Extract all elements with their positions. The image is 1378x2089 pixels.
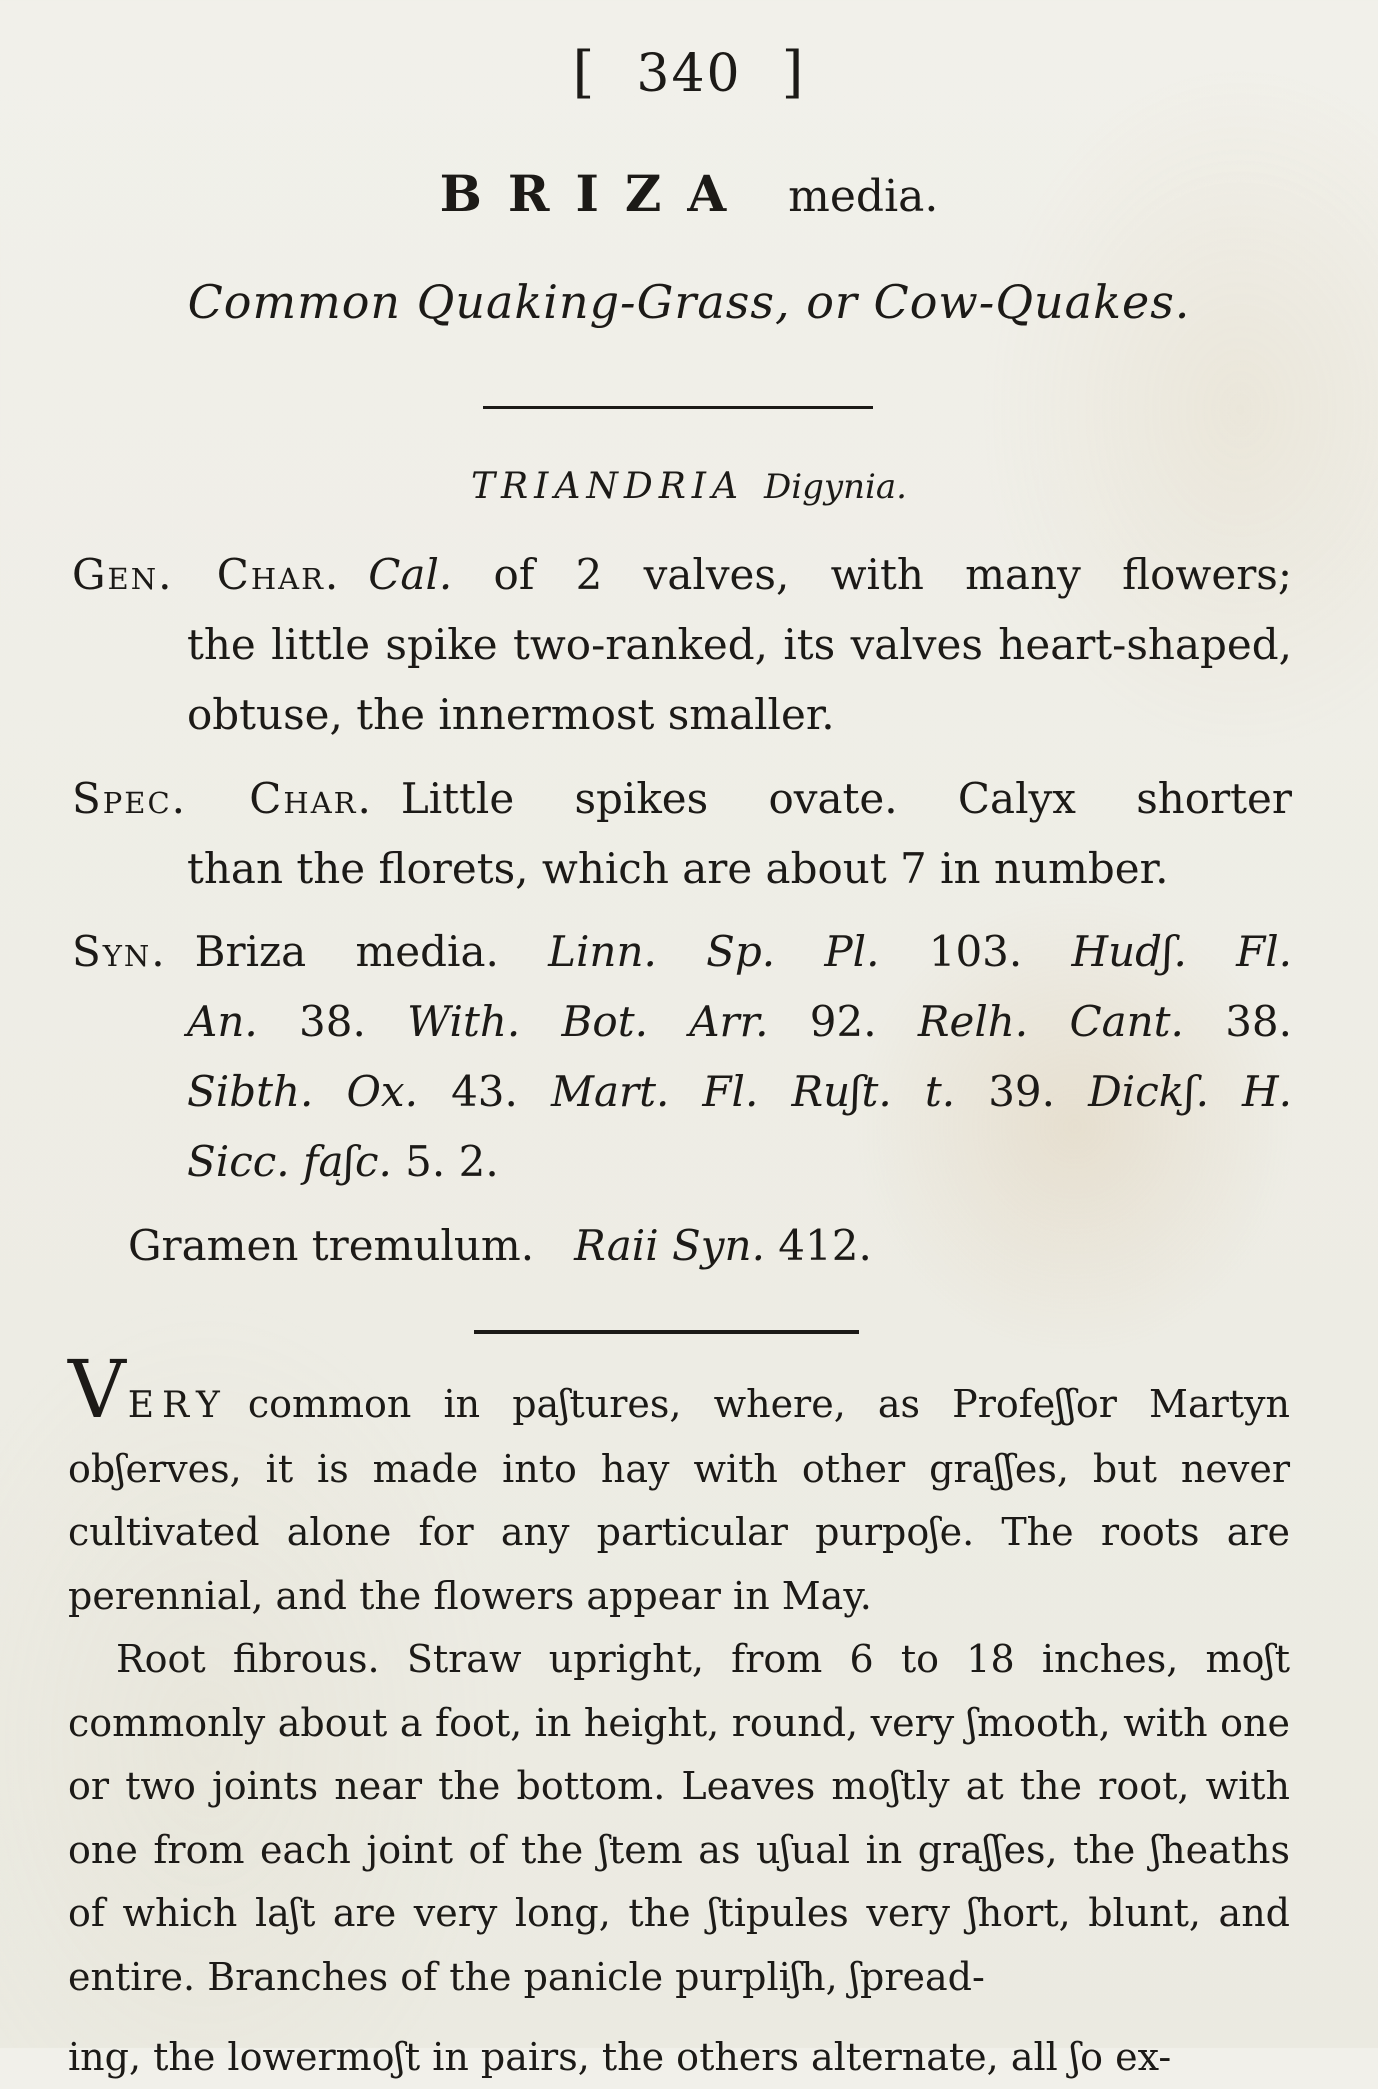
spec-char-first-line [72,764,1292,834]
page-number: 340 [636,44,742,104]
bracket-close: ] [781,40,806,105]
spec-char-continuation: than the florets, which are about 7 in number. [187,844,1169,893]
paragraph-1-text: common in paʃtures, where, as Profeʃʃor Martyn obʃerves, it is made into hay with other graʃʃes, but never cultivated alone for any particular purpoʃe. The roots are perennial, and the flowers appear in May. [68,1382,1290,1618]
drop-cap: V [68,1343,128,1436]
syn-num-with: 92. [809,997,877,1046]
syn-ref-sicc: Sicc. faʃc. [187,1137,392,1186]
divider-rule-top [483,406,873,409]
syn-ref-linn: Linn. Sp. Pl. [548,927,880,976]
syn-label: Syn. [72,927,167,976]
gen-char-continuation: the little spike two-ranked, its valves heart-shaped, obtuse, the innermost smaller. [187,620,1292,739]
description-text [68,1343,1290,2009]
syn-ref-with: With. Bot. Arr. [407,997,769,1046]
cutoff-line: ing, the lowermoʃt in pairs, the others alternate, all ʃo ex- [68,2035,1172,2079]
syn-ref-sibth: Sibth. Ox. [187,1067,418,1116]
common-name: Common Quaking-Grass, or Cow-Quakes. [187,275,1191,329]
species-epithet: media. [788,171,939,222]
gramen-num: 412. [778,1221,872,1270]
divider-rule-bottom [474,1330,859,1334]
syn-ref-relh: Relh. Cant. [917,997,1184,1046]
synonym-gramen [128,1211,1228,1281]
syn-first-line [72,917,1292,987]
gen-char-first-line [72,540,1292,610]
spec-char-label: Spec. Char. [72,774,373,823]
syn-num-mart: 39. [988,1067,1055,1116]
syn-plain: Briza media. [194,927,499,976]
spec-char-line1: Little spikes ovate. Calyx shorter [400,774,1292,823]
synonymy [72,917,1292,1197]
species-title [0,164,1378,224]
syn-num-sibth: 43. [451,1067,518,1116]
class-name: TRIANDRIA [471,466,745,507]
gen-char-label: Gen. Char. [72,550,341,599]
paragraph-1 [68,1343,1290,1628]
linnaean-classification [0,463,1378,507]
syn-ref-dicks: Dickʃ. H. [1088,1067,1293,1116]
gen-char-line1: of 2 valves, with many flowers; [493,550,1292,599]
syn-ref-huds: Hudʃ. Fl. [1071,927,1292,976]
paragraph-2: Root fibrous. Straw upright, from 6 to 18 inches, moʃt commonly about a foot, in height, round, very ʃmooth, with one or two joints near the bottom. Leaves moʃtly at the root, with one from each joint of the ʃtem as uʃual in graʃʃes, the ʃheaths of which laʃt are very long, the ʃtipules very ʃhort, blunt, and entire. Branches of the panicle purpliʃh, ʃpread- [68,1637,1290,1999]
syn-num-sicc: 5. 2. [405,1137,499,1186]
syn-ref-mart: Mart. Fl. Ruʃt. t. [550,1067,956,1116]
gramen-ref: Raii Syn. [574,1221,765,1270]
syn-continuation [72,987,1292,1197]
bracket-open: [ [572,40,597,105]
syn-num-linn: 103. [928,927,1023,976]
genus-name: BRIZA [439,164,753,223]
syn-num-relh: 38. [1225,997,1292,1046]
syn-num-an: 38. [299,997,366,1046]
specific-character [72,764,1292,904]
syn-ref-an: An. [187,997,258,1046]
page-number-line [0,40,1378,105]
small-caps-word: ERY [127,1385,228,1426]
order-name: Digynia. [764,467,907,507]
gramen-plain: Gramen tremulum. [128,1221,535,1270]
gen-char-abbr: Cal. [368,550,453,599]
generic-character [72,540,1292,750]
